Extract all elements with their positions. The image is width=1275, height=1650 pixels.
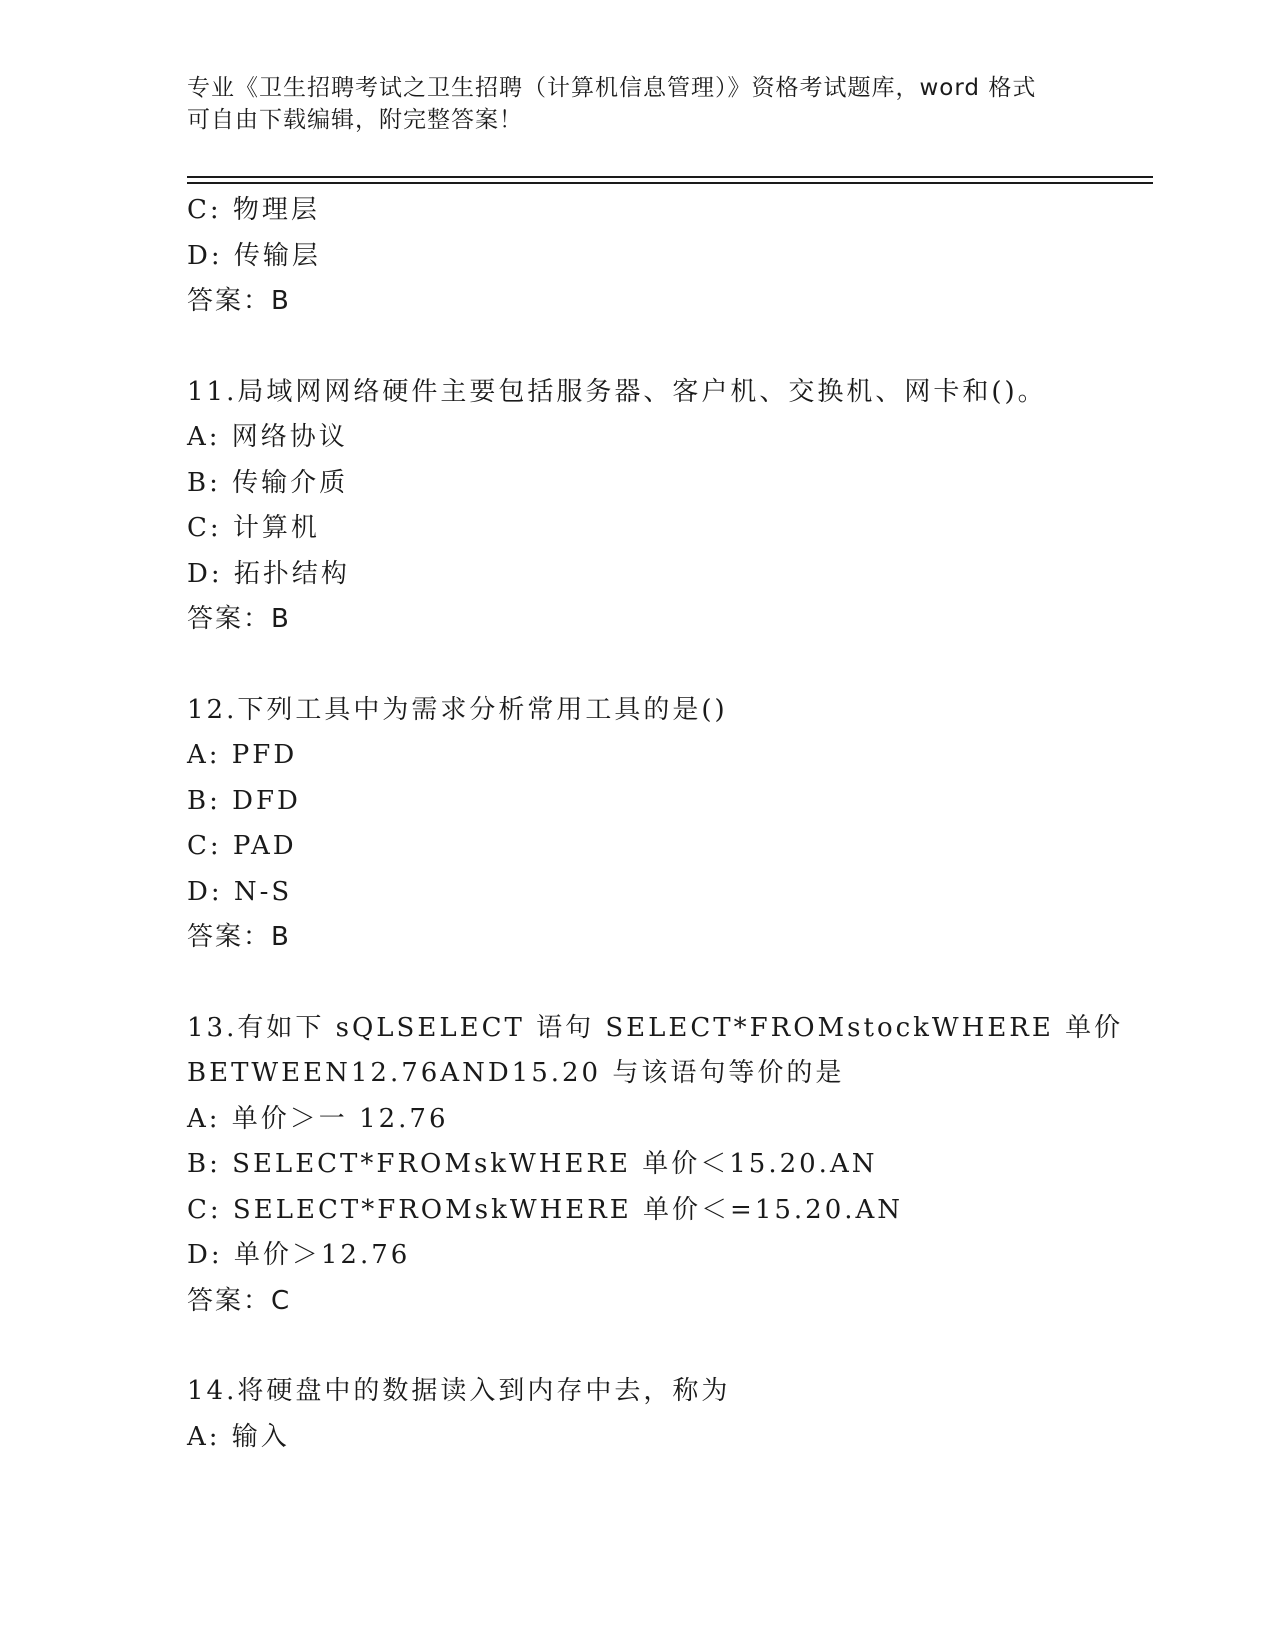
question-stem: 12.下列工具中为需求分析常用工具的是() xyxy=(187,694,728,725)
option-a: A: 网络协议 xyxy=(187,422,348,452)
option-c: C: 计算机 xyxy=(187,513,320,543)
option-d: D: 单价＞12.76 xyxy=(187,1240,411,1270)
option-c: C: PAD xyxy=(187,831,297,861)
question-block-14 xyxy=(187,1369,1147,1460)
header-line-2: 可自由下载编辑，附完整答案！ xyxy=(187,107,523,133)
header-divider-top xyxy=(187,176,1153,178)
document-body xyxy=(187,188,1147,1460)
option-a: A: 输入 xyxy=(187,1421,290,1452)
page-header xyxy=(187,72,1087,136)
header-line-1: 专业《卫生招聘考试之卫生招聘（计算机信息管理）》资格考试题库，word 格式 xyxy=(187,75,1037,101)
question-stem: 14.将硬盘中的数据读入到内存中去，称为 xyxy=(187,1376,731,1406)
question-block-12 xyxy=(187,688,1147,961)
option-d: D: N-S xyxy=(187,876,293,907)
question-stem: 13.有如下 sQLSELECT 语句 SELECT*FROMstockWHERE 单价 xyxy=(187,1012,1124,1043)
answer-line: 答案：B xyxy=(187,922,291,952)
answer-line: 答案：C xyxy=(187,1285,292,1316)
option-a: A: PFD xyxy=(187,740,298,770)
answer-line: 答案：B xyxy=(187,604,291,634)
question-block-previous xyxy=(187,188,1147,325)
option-b: B: SELECT*FROMskWHERE 单价＜15.20.AN xyxy=(187,1149,878,1179)
question-stem: 11.局域网网络硬件主要包括服务器、客户机、交换机、网卡和()。 xyxy=(187,376,1047,407)
header-divider-bottom xyxy=(187,182,1153,184)
option-b: B: 传输介质 xyxy=(187,467,349,498)
option-c: C: SELECT*FROMskWHERE 单价＜=15.20.AN xyxy=(187,1194,904,1225)
question-block-11 xyxy=(187,370,1147,643)
option-d: D: 传输层 xyxy=(187,240,321,271)
answer-line: 答案：B xyxy=(187,286,291,316)
question-block-13 xyxy=(187,1006,1147,1325)
option-d: D: 拓扑结构 xyxy=(187,558,350,589)
option-a: A: 单价＞一 12.76 xyxy=(187,1103,449,1134)
option-c: C: 物理层 xyxy=(187,195,320,225)
question-stem-continued: BETWEEN12.76AND15.20 与该语句等价的是 xyxy=(187,1058,845,1088)
option-b: B: DFD xyxy=(187,785,301,816)
